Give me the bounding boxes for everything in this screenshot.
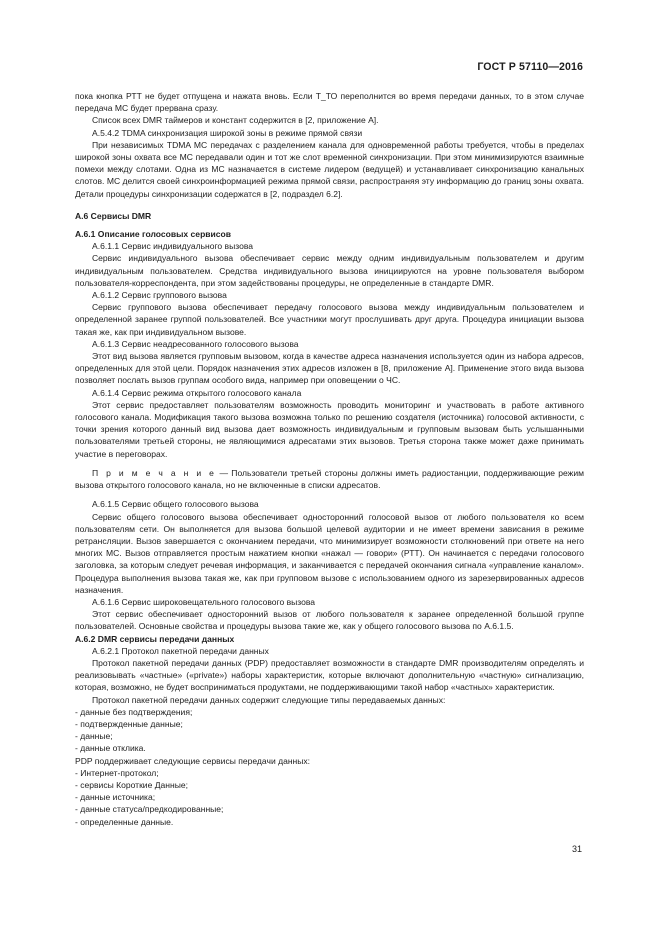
paragraph: Этот сервис обеспечивает односторонний вызов от любого пользователя к заранее определенной большой группе пользователей. Основные свойства и процедуры вызова такие же, как у общего голосового вызова по А.6.1.5. bbox=[75, 609, 584, 632]
paragraph: PDP поддерживает следующие сервисы передачи данных: bbox=[75, 755, 311, 766]
list-item: - данные статуса/предкодированные; bbox=[75, 804, 224, 815]
subsection-heading: А.5.4.2 TDMA синхронизация широкой зоны в режиме прямой связи bbox=[92, 127, 363, 138]
paragraph: Протокол пакетной передачи данных (PDP) предоставляет возможности в стандарте DMR производителям определять и реализовывать «частные» («private») наборы характеристик, которые включают дополнительную «частную» сигнализацию, которая, возможно, не будет восприниматься продуктами, не поддерживающими такой набор «частных» характеристик. bbox=[75, 657, 584, 693]
paragraph: Протокол пакетной передачи данных содержит следующие типы передаваемых данных: bbox=[92, 694, 446, 705]
list-item: - данные без подтверждения; bbox=[75, 706, 193, 717]
clause-heading: А.6.1.4 Сервис режима открытого голосового канала bbox=[92, 387, 302, 398]
list-item: - подтвержденные данные; bbox=[75, 718, 183, 729]
paragraph: Сервис индивидуального вызова обеспечивает сервис между одним индивидуальным пользователем и другим индивидуальным пользователем. Средства индивидуального вызова инициируются на уровне пользователя выбором пользователя-корреспондента, при этом задействованы процедуры, не определенные в стандарте DMR. bbox=[75, 253, 584, 288]
list-item: - сервисы Короткие Данные; bbox=[75, 779, 188, 790]
list-item: - Интернет-протокол; bbox=[75, 767, 159, 778]
list-item: - данные отклика. bbox=[75, 743, 146, 754]
paragraph: Этот сервис предоставляет пользователям возможность проводить мониторинг и участвовать в работе активного голосового канала. Модификация такого вызова возможна только по решению создателя (источника) голосовой активности, с точки зрения которого данный вид вызова дает возможность индивидуальным и групповым вызовам быть услышанными пользователями третьей стороны, не являющимися адресатами этих вызовов. Третья сторона также может даже принимать участие в переговорах. bbox=[75, 399, 584, 459]
clause-heading: А.6.1.2 Сервис группового вызова bbox=[92, 290, 227, 301]
page-body bbox=[75, 90, 584, 828]
clause-heading: А.6.1.1 Сервис индивидуального вызова bbox=[92, 241, 254, 252]
standard-number: ГОСТ Р 57110—2016 bbox=[477, 61, 583, 73]
page-number: 31 bbox=[571, 844, 582, 854]
list-item: - определенные данные. bbox=[75, 816, 174, 827]
clause-heading: А.6.1.6 Сервис широковещательного голосового вызова bbox=[92, 596, 316, 607]
paragraph: пока кнопка РТТ не будет отпущена и нажата вновь. Если Т_ТО переполнится во время передачи данных, то в этом случае передача МС будет прервана сразу. bbox=[75, 91, 584, 114]
paragraph: Список всех DMR таймеров и констант содержится в [2, приложение А]. bbox=[92, 115, 379, 126]
clause-heading: А.6.2.1 Протокол пакетной передачи данных bbox=[92, 645, 269, 656]
section-heading: А.6 Сервисы DMR bbox=[75, 210, 152, 221]
clause-heading: А.6.1.3 Сервис неадресованного голосового вызова bbox=[92, 338, 299, 349]
paragraph: Сервис группового вызова обеспечивает передачу голосового вызова между индивидуальным пользователем и определенной заранее группой пользователей. Все участники могут прослушивать друг друга. Процедура инициации вызова такая же, как при индивидуальном вызове. bbox=[75, 302, 584, 337]
clause-heading: А.6.1.5 Сервис общего голосового вызова bbox=[92, 499, 259, 510]
list-item: - данные; bbox=[75, 731, 113, 742]
list-item: - данные источника; bbox=[75, 792, 156, 803]
paragraph: Этот вид вызова является групповым вызовом, когда в качестве адреса назначения используется один из набора адресов, определенных для этой цели. Порядок назначения этих адресов изложен в [8, приложение А]. Применение этого вида вызова позволяет послать вызов группам особого вида, например при оповещении о ЧС. bbox=[75, 351, 584, 386]
paragraph: Сервис общего голосового вызова обеспечивает односторонний голосовой вызов от любого пользователя ко всем пользователям сети. Он выполняется для вызова большой целевой аудитории и не имеет времени зависания в режиме ретрансляции. Вызов завершается с окончанием передачи, что минимизирует возможности столкновений при ответе на него многих МС. Вызов отправляется простым нажатием кнопки «нажал — говори» (РТТ). Он начинается с передачи голосового заголовка, за которым следует речевая информация, и заканчивается с передачей окончания сигнала «управление каналом». Процедура выполнения вызова такая же, как при групповом вызове с использованием одного из зарезервированных адресов назначения. bbox=[75, 511, 584, 595]
note-label: П р и м е ч а н и е bbox=[92, 467, 217, 478]
subsection-heading: А.6.2 DMR сервисы передачи данных bbox=[75, 633, 235, 644]
subsection-heading: А.6.1 Описание голосовых сервисов bbox=[75, 229, 232, 240]
note bbox=[75, 467, 584, 491]
note-text: — Пользователи третьей стороны должны иметь радиостанции, поддерживающие режим вызова открытого голосового канала, но не включенные в списки адресатов. bbox=[75, 467, 584, 491]
paragraph: При независимых TDMA МС передачах с разделением канала для одновременной работы требуется, чтобы в пределах широкой зоны охвата все МС передавали один и тот же слот временной синхронизации. При этом минимизируются взаимные помехи между слотами. Одна из МС назначается в системе лидером (ведущей) и устанавливает синхронизацию канальных слотов. МС делится своей синхроинформацией режима прямой связи, распространяя эту информацию до границ зоны охвата. Детали процедуры синхронизации содержатся в [2, подраздел 6.2]. bbox=[75, 139, 584, 199]
